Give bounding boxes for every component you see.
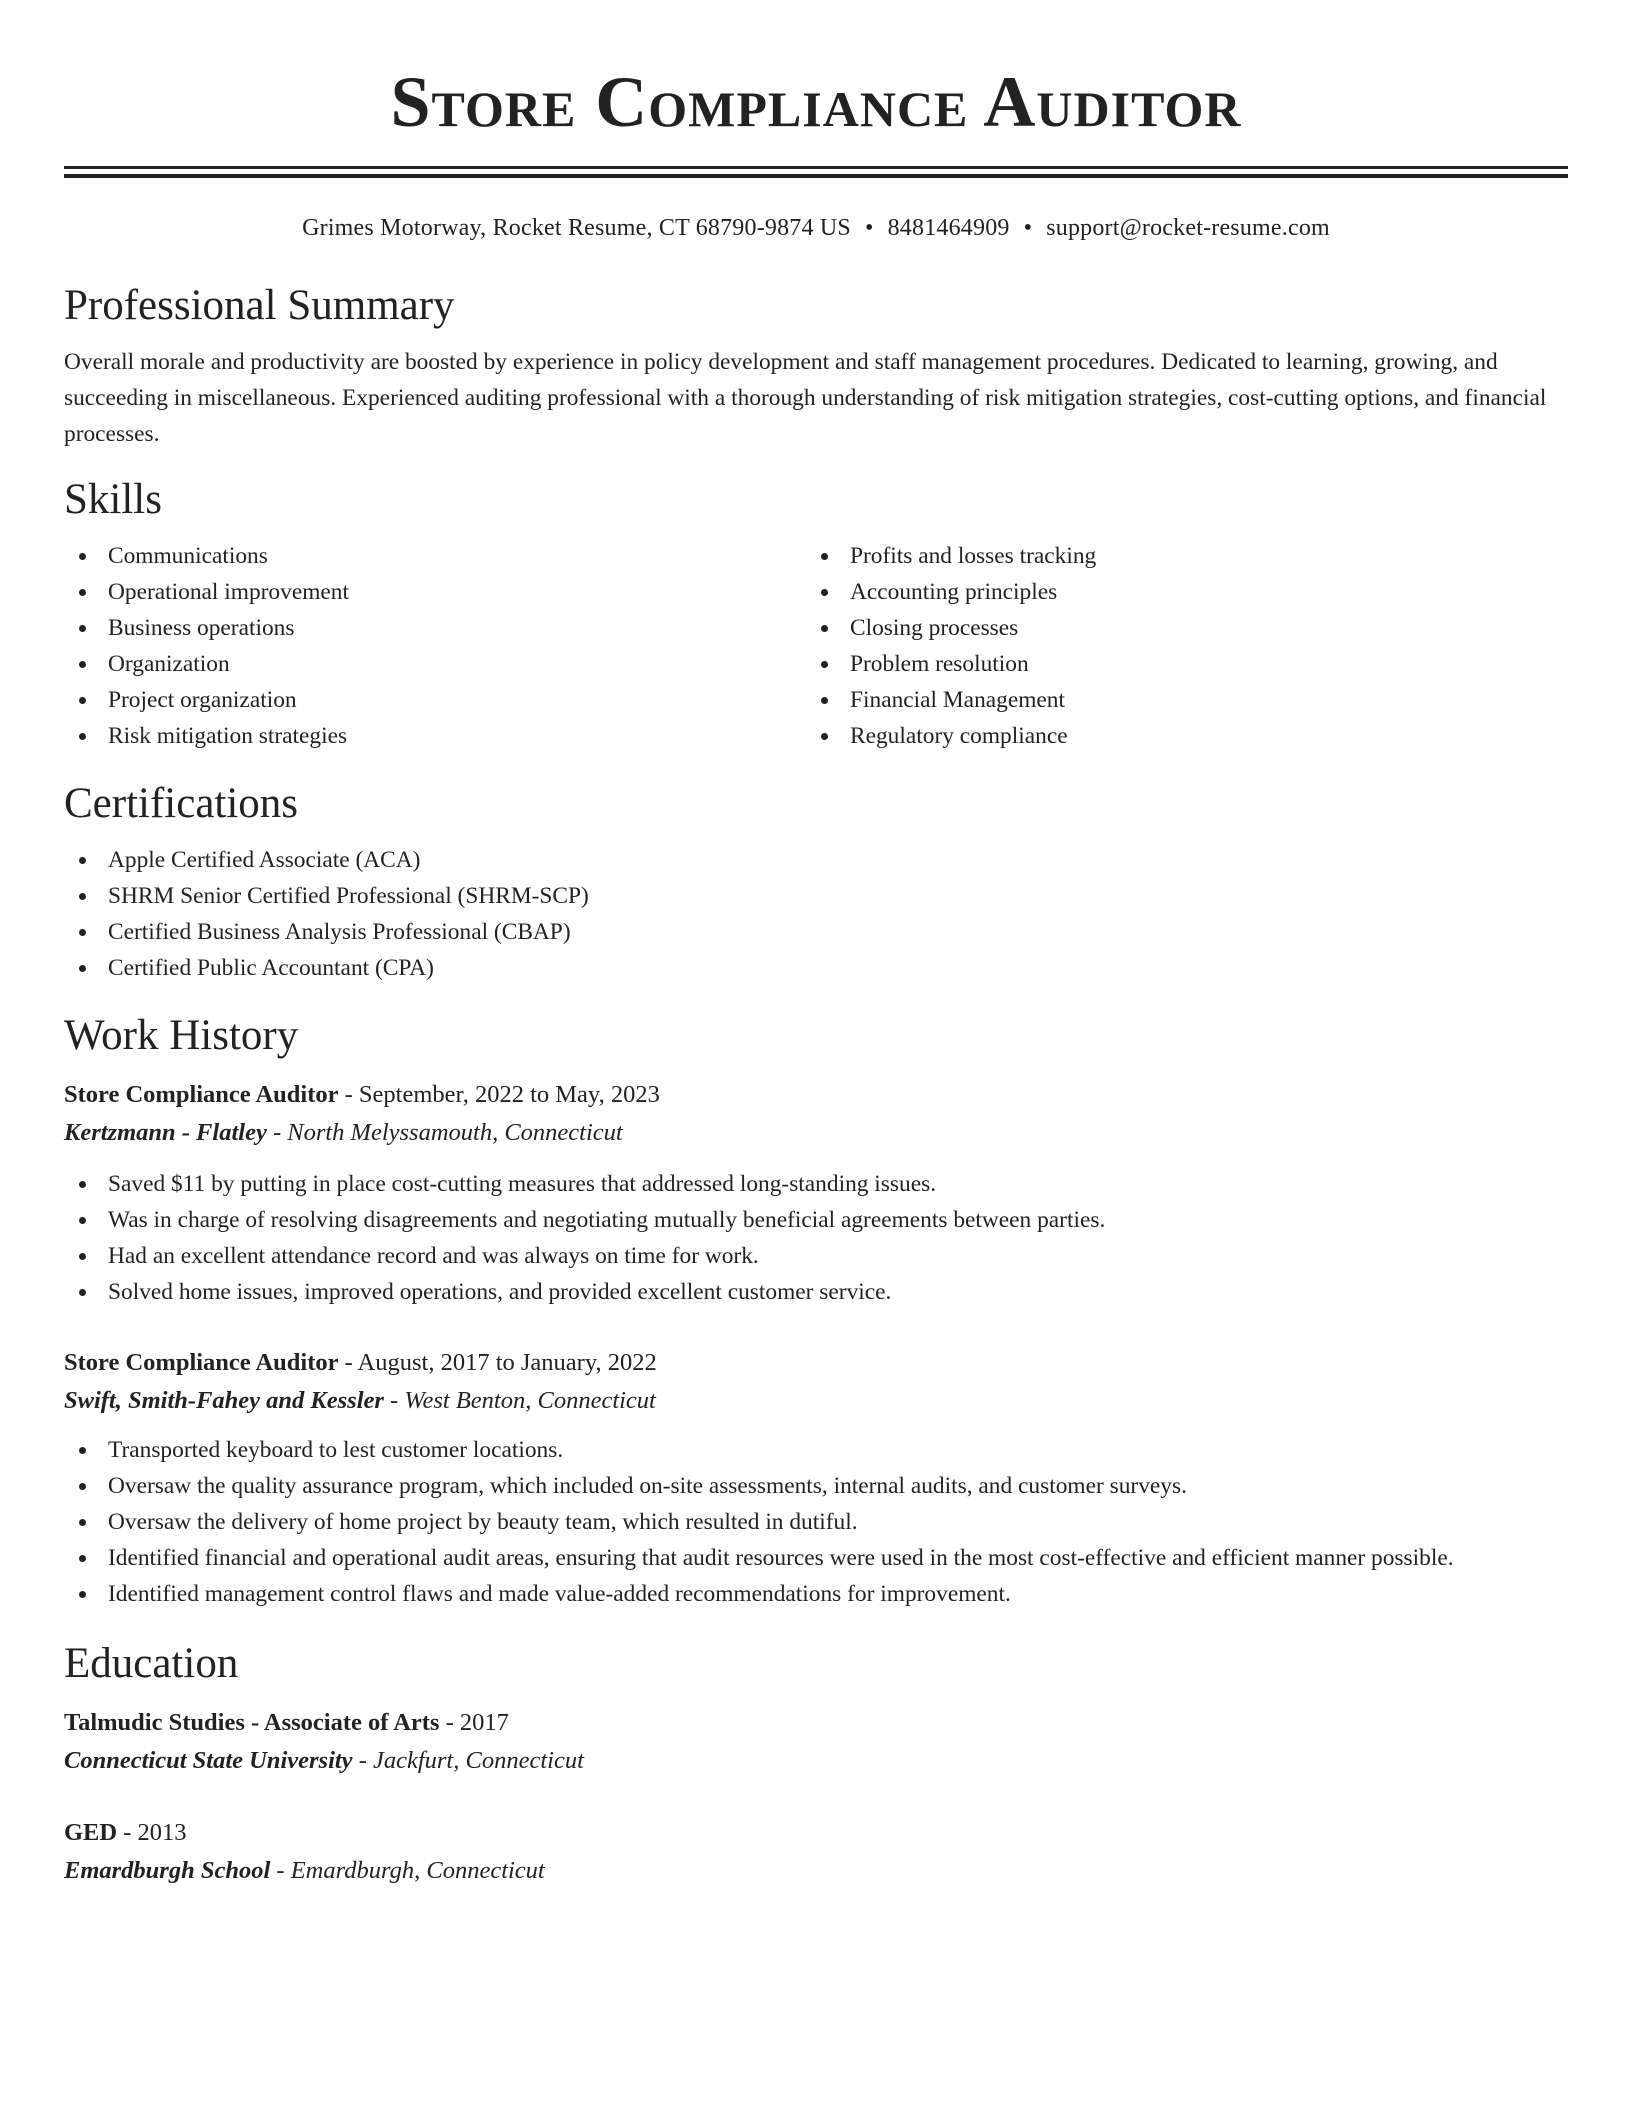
contact-phone: 8481464909 [887, 215, 1010, 241]
certification-item: Certified Business Analysis Professional (CBAP) [64, 914, 1568, 950]
bullet-icon [821, 697, 828, 704]
bullet-icon [79, 1217, 86, 1224]
job-bullet: Was in charge of resolving disagreements and negotiating mutually beneficial agreements between parties. [64, 1202, 1568, 1238]
education-entry [64, 1704, 1568, 1780]
job-company-line [64, 1382, 1568, 1420]
work-history-heading: Work History [64, 1012, 299, 1059]
skill-item: Problem resolution [806, 646, 1548, 682]
bullet-icon [79, 929, 86, 936]
bullet-icon [79, 589, 86, 596]
bullet-icon [79, 733, 86, 740]
bullet-icon [79, 1519, 86, 1526]
certifications-section [64, 778, 1568, 986]
job-bullet: Oversaw the delivery of home project by beauty team, which resulted in dutiful. [64, 1504, 1568, 1540]
skills-section [64, 474, 1568, 754]
job-title: Store Compliance Auditor [64, 1349, 339, 1376]
education-school: Emardburgh School [64, 1857, 271, 1884]
job-title-line [64, 1344, 1568, 1382]
education-school-line [64, 1742, 1568, 1780]
skills-heading: Skills [64, 476, 162, 523]
job-title-line [64, 1076, 1568, 1114]
education-location: - Emardburgh, Connecticut [270, 1857, 545, 1884]
job-dates: - August, 2017 to January, 2022 [338, 1349, 657, 1376]
skill-item: Accounting principles [806, 574, 1548, 610]
certification-item: Apple Certified Associate (ACA) [64, 842, 1568, 878]
skill-item: Closing processes [806, 610, 1548, 646]
certification-item: SHRM Senior Certified Professional (SHRM-SCP) [64, 878, 1568, 914]
contact-email[interactable]: support@rocket-resume.com [1046, 215, 1330, 241]
contact-address: Grimes Motorway, Rocket Resume, CT 68790-9874 US [302, 215, 851, 241]
bullet-icon [79, 857, 86, 864]
separator-dot: • [864, 215, 874, 241]
skill-item: Project organization [64, 682, 806, 718]
skill-item: Organization [64, 646, 806, 682]
skill-item: Profits and losses tracking [806, 538, 1548, 574]
skill-item: Financial Management [806, 682, 1548, 718]
education-school-line [64, 1852, 1568, 1890]
job-company-line [64, 1114, 1568, 1152]
education-heading: Education [64, 1640, 239, 1687]
bullet-icon [79, 625, 86, 632]
education-location: - Jackfurt, Connecticut [352, 1747, 584, 1774]
education-degree-line [64, 1814, 1568, 1852]
bullet-icon [79, 1181, 86, 1188]
skills-column-left [64, 538, 806, 754]
job-bullet: Saved $11 by putting in place cost-cutting measures that addressed long-standing issues. [64, 1166, 1568, 1202]
job-company: Swift, Smith-Fahey and Kessler [64, 1387, 384, 1414]
job-title: Store Compliance Auditor [64, 1081, 339, 1108]
skill-item: Communications [64, 538, 806, 574]
certification-item: Certified Public Accountant (CPA) [64, 950, 1568, 986]
bullet-icon [79, 697, 86, 704]
job-entry [64, 1076, 1568, 1310]
education-degree-line [64, 1704, 1568, 1742]
bullet-icon [79, 661, 86, 668]
job-location: - West Benton, Connecticut [383, 1387, 656, 1414]
skills-grid [64, 538, 1568, 754]
job-location: - North Melyssamouth, Connecticut [266, 1119, 623, 1146]
skill-item: Business operations [64, 610, 806, 646]
job-bullet: Identified financial and operational audit areas, ensuring that audit resources were used in the most cost-effective and efficient manner possible. [64, 1540, 1568, 1576]
bullet-icon [79, 1483, 86, 1490]
bullet-icon [79, 1447, 86, 1454]
bullet-icon [79, 1253, 86, 1260]
education-year: - 2017 [439, 1709, 509, 1736]
education-section [64, 1638, 1568, 1890]
job-bullet: Solved home issues, improved operations, and provided excellent customer service. [64, 1274, 1568, 1310]
job-company: Kertzmann - Flatley [64, 1119, 267, 1146]
education-entry [64, 1814, 1568, 1890]
summary-text: Overall morale and productivity are boosted by experience in policy development and staff management procedures. Dedicated to learning, growing, and succeeding in miscellaneous. Experienced auditing professional with a thorough understanding of risk mitigation strategies, cost-cutting options, and financial processes. [64, 349, 1547, 447]
bullet-icon [79, 1591, 86, 1598]
bullet-icon [821, 661, 828, 668]
resume-page [64, 0, 1568, 1890]
certifications-heading: Certifications [64, 780, 299, 827]
bullet-icon [79, 1555, 86, 1562]
summary-section [64, 280, 1568, 452]
bullet-icon [79, 553, 86, 560]
bullet-icon [79, 893, 86, 900]
job-dates: - September, 2022 to May, 2023 [338, 1081, 660, 1108]
education-degree: GED [64, 1819, 118, 1846]
bullet-icon [821, 625, 828, 632]
summary-heading: Professional Summary [64, 282, 455, 329]
education-school: Connecticut State University [64, 1747, 353, 1774]
contact-line [64, 212, 1568, 244]
bullet-icon [79, 1289, 86, 1296]
job-entry [64, 1344, 1568, 1612]
job-bullet: Oversaw the quality assurance program, which included on-site assessments, internal audits, and customer surveys. [64, 1468, 1568, 1504]
work-history-section [64, 1010, 1568, 1612]
education-year: - 2013 [117, 1819, 187, 1846]
job-bullet: Transported keyboard to lest customer locations. [64, 1432, 1568, 1468]
skills-column-right [806, 538, 1548, 754]
header-rule-bottom [64, 174, 1568, 178]
separator-dot: • [1023, 215, 1033, 241]
job-bullet: Identified management control flaws and made value-added recommendations for improvement. [64, 1576, 1568, 1612]
bullet-icon [821, 553, 828, 560]
job-bullet: Had an excellent attendance record and was always on time for work. [64, 1238, 1568, 1274]
skill-item: Regulatory compliance [806, 718, 1548, 754]
skill-item: Operational improvement [64, 574, 806, 610]
skill-item: Risk mitigation strategies [64, 718, 806, 754]
bullet-icon [821, 589, 828, 596]
bullet-icon [79, 965, 86, 972]
bullet-icon [821, 733, 828, 740]
education-degree: Talmudic Studies - Associate of Arts [64, 1709, 440, 1736]
resume-name: Store Compliance Auditor [390, 62, 1242, 142]
